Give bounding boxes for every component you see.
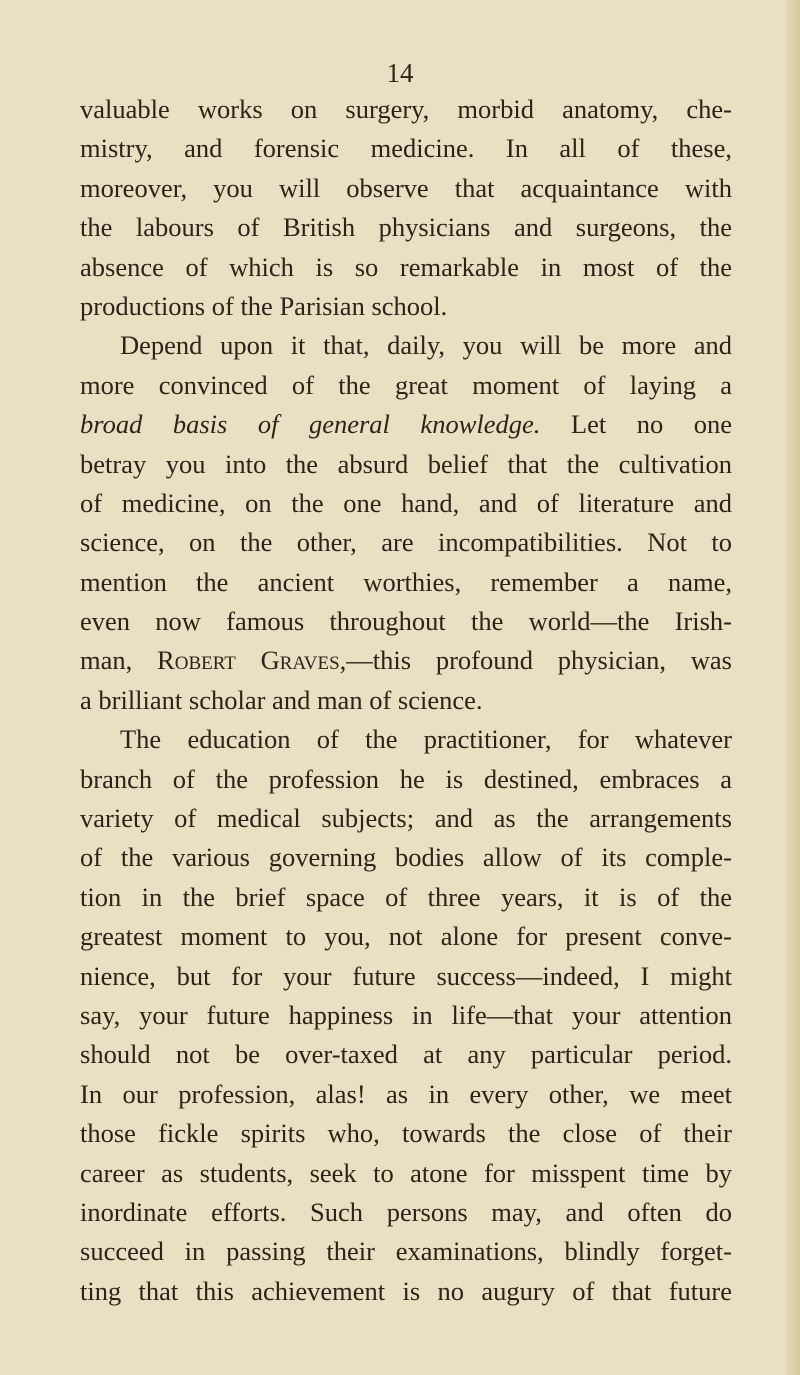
text-line: absence of which is so remarkable in most of the: [80, 251, 732, 282]
text-line: greatest moment to you, not alone for present conve-: [80, 921, 732, 952]
text-line: variety of medical subjects; and as the arrangements: [80, 803, 732, 834]
text-line: Depend upon it that, daily, you will be more and: [120, 330, 732, 361]
text-line: of the various governing bodies allow of its comple-: [80, 842, 732, 873]
page-number: 14: [386, 58, 414, 88]
text-line: ting that this achievement is no augury of that future: [80, 1275, 732, 1306]
text-line: The education of the practitioner, for whatever: [120, 724, 732, 755]
text-line: succeed in passing their examinations, blindly forget-: [80, 1236, 732, 1267]
text-line: inordinate efforts. Such persons may, and often do: [80, 1196, 732, 1227]
text-line: In our profession, alas! as in every other, we meet: [80, 1078, 732, 1109]
text-line: career as students, seek to atone for misspent time by: [80, 1157, 732, 1188]
text-line: say, your future happiness in life—that your attention: [80, 999, 732, 1030]
text-line: branch of the profession he is destined, embraces a: [80, 763, 732, 794]
text-line: more convinced of the great moment of laying a: [80, 369, 732, 400]
text-line: [80, 405, 732, 444]
body-text: [80, 90, 732, 1311]
text-line: valuable works on surgery, morbid anatomy, che-: [80, 94, 732, 124]
text-line: productions of the Parisian school.: [80, 290, 448, 321]
text-fragment: man,: [80, 645, 158, 676]
text-line: should not be over-taxed at any particular period.: [80, 1039, 732, 1070]
text-line: those fickle spirits who, towards the close of their: [80, 1118, 732, 1149]
text-line: of medicine, on the one hand, and of literature and: [80, 487, 732, 518]
text-fragment: Let no one: [540, 409, 733, 440]
text-line: moreover, you will observe that acquaintance with: [80, 172, 732, 203]
text-line: the labours of British physicians and surgeons, the: [80, 212, 732, 243]
text-line: betray you into the absurd belief that the cultivation: [80, 448, 732, 479]
text-line: mistry, and forensic medicine. In all of these,: [80, 133, 732, 164]
person-name: Robert Graves: [157, 645, 340, 676]
text-line: science, on the other, are incompatibilities. Not to: [80, 527, 732, 558]
page-edge: [786, 0, 800, 1375]
text-line: even now famous throughout the world—the Irish-: [80, 606, 732, 637]
text-fragment: ,—this profound physician, was: [339, 645, 732, 676]
text-line: [80, 641, 732, 680]
text-line: tion in the brief space of three years, it is of the: [80, 881, 732, 912]
emphasis-text: broad basis of general knowledge.: [80, 409, 541, 440]
text-line: nience, but for your future success—indeed, I might: [80, 960, 732, 991]
text-line: a brilliant scholar and man of science.: [80, 684, 483, 715]
text-line: mention the ancient worthies, remember a name,: [80, 566, 732, 597]
